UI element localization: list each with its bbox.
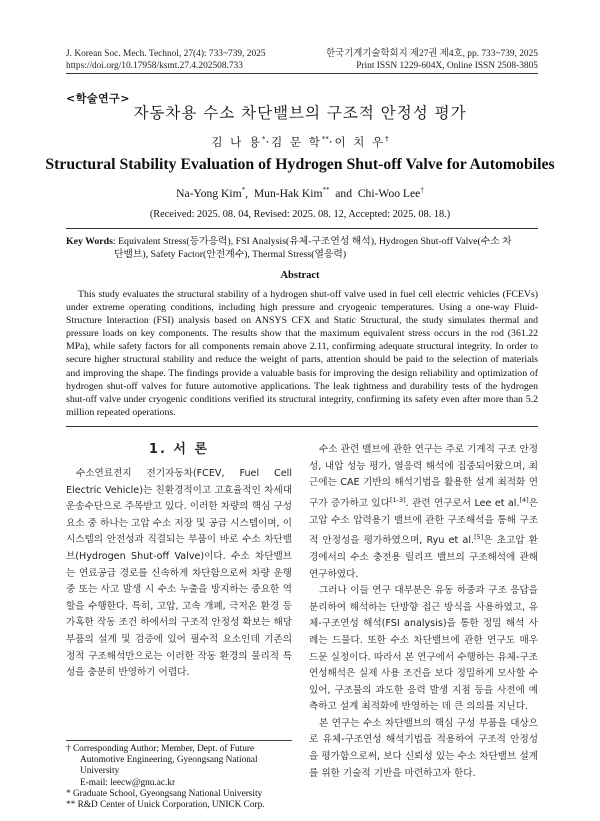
author-name: 김 문 학: [271, 135, 322, 149]
section-heading: 1. 서 론: [148, 442, 210, 457]
footnote-text: Automotive Engineering, Gyeongsang National: [80, 755, 258, 766]
issn-info: Print ISSN 1229-604X, Online ISSN 2508-3805: [356, 61, 538, 71]
keywords-block: [66, 235, 538, 261]
title-english: Structural Stability Evaluation of Hydrogen Shut-off Valve for Automobiles: [45, 156, 555, 173]
authors-english: Na-Yong Kim*, Mun-Hak Kim** and Chi-Woo Lee†: [176, 186, 424, 200]
keywords-line: 단밸브), Safety Factor(안전계수), Thermal Stress(열응력): [114, 249, 347, 260]
footnote-email[interactable]: E-mail: leecw@gnu.ac.kr: [80, 777, 176, 788]
author-mark: †: [420, 186, 424, 194]
body-paragraph: [309, 442, 538, 583]
body-text: 은 초고압 환경에서의 수소 충전용 릴리프 밸브의 구조해석에 관해 연구하였다.: [309, 535, 539, 580]
keywords-top-divider: [66, 228, 538, 229]
header-divider: [66, 73, 538, 74]
left-column: [66, 442, 292, 682]
author-name: Na-Yong Kim: [176, 186, 242, 200]
footnote-text: * Graduate School, Gyeongsang National University: [66, 788, 263, 799]
footnote-divider: [66, 740, 292, 741]
footnote-text: University: [80, 766, 120, 777]
author-conjunction: and: [335, 186, 353, 200]
author-name: Chi-Woo Lee: [357, 186, 421, 200]
citation: [4]: [519, 495, 529, 504]
citation: [5]: [474, 533, 484, 542]
keywords-line: : Equivalent Stress(등가응력), FSI Analysis(유체-구조연성 해석), Hydrogen Shut-off Valve(수소 차: [112, 236, 512, 247]
journal-citation-ko: 한국기계기술학회지 제27권 제4호, pp. 733~739, 2025: [326, 49, 538, 59]
author-name: Mun-Hak Kim: [253, 186, 323, 200]
author-mark: *: [241, 186, 246, 194]
citation: [1-3]: [389, 495, 406, 504]
abstract-text: This study evaluates the structural stability of a hydrogen shut-off valve used in fuel cell electric vehicles (FCEVs) under extreme operating conditions, including high pressure and cryogenic temperatures. Using a one-way Fluid-Structure Interaction (FSI) analysis based on ANSYS CFX and Static Structural, the study simulates thermal and pressure loads on key components. The results show that the maximum equivalent stress occurs in the rod (361.22 MPa), while safety factors for all components remain above 2.11, confirming adequate structural integrity. In order to secure higher structural stability and reduce the weight of parts, attention should be paid to the selection of materials and improving the shape. The findings provide a valuable basis for improving the design reliability and optimization of hydrogen shut-off valves for future automotive applications. The leak tightness and durability tests of the hydrogen shut-off valve under cryogenic conditions verified its structural integrity, confirming its safety even after more than 5.2 million repeated operations.: [66, 289, 538, 418]
footnote-text: Corresponding Author; Member, Dept. of Future: [70, 744, 255, 754]
journal-header: [66, 48, 538, 72]
abstract-heading: Abstract: [280, 270, 320, 281]
author-separator: ·: [265, 135, 272, 149]
footnote-mark: †: [66, 744, 71, 754]
body-text: . 관련 연구로서 Lee et al.: [405, 497, 520, 509]
author-mark: **: [321, 135, 329, 144]
keywords-label: Key Words: [66, 236, 113, 247]
body-paragraph: 그러나 이들 연구 대부분은 유동 하중과 구조 응답을 분리하여 해석하는 단방향 접근 방식을 사용하였고, 유체-구조연성 해석(FSI analysis)을 통한 정밀 해석 사례는 드물다. 또한 수소 차단밸브에 관한 연구도 매우 드문 실정이다. 따라서 본 연구에서 수행하는 유체-구조 연성해석은 실제 사용 조건을 보다 정밀하게 모사할 수 있어, 구조물의 과도한 응력 발생 지점 등을 사전에 예측하고 설계 최적화에 반영하는 데 큰 의의를 지닌다.: [309, 585, 538, 713]
author-name: 이 치 우: [334, 135, 386, 149]
authors-korean: [0, 134, 600, 150]
footnotes: [66, 744, 292, 811]
article-category: <학술연구>: [66, 92, 130, 105]
right-column: [309, 442, 538, 782]
received-dates: (Received: 2025. 08. 04, Revised: 2025. 08. 12, Accepted: 2025. 08. 18.): [149, 209, 451, 220]
body-text: 은 고압 수소 압력용기 밸브에 관한 구조해석을 통해 구조적 안정성을 평가하였으며, Ryu et al.: [309, 497, 538, 547]
author-mark: †: [385, 135, 389, 144]
footnote-text: ** R&D Center of Unick Corporation, UNICK Corp.: [66, 800, 265, 811]
body-text: 수소 관련 밸브에 관한 연구는 주로 기계적 구조 안정성, 내압 성능 평가, 열응력 해석에 집중되어왔으며, 최근에는 CAE 기반의 해석기법을 활용한 설계 최적화 연구가 증가하고 있다: [309, 444, 539, 509]
body-paragraph: 본 연구는 수소 차단밸브의 핵심 구성 부품을 대상으로 유체-구조연성 해석기법을 적용하여 구조적 안정성을 평가함으로써, 보다 신뢰성 있는 수소 차단밸브 설계를 위한 기술적 기반을 마련하고자 한다.: [309, 717, 538, 779]
abstract-bottom-divider: [66, 426, 538, 427]
author-separator: ·: [328, 135, 335, 149]
journal-citation: J. Korean Soc. Mech. Technol, 27(4): 733~739, 2025: [66, 49, 266, 59]
author-mark: **: [322, 186, 330, 194]
title-korean: 자동차용 수소 차단밸브의 구조적 안정성 평가: [133, 104, 467, 122]
body-paragraph: 수소연료전지 전기자동차(FCEV, Fuel Cell Electric Vehicle)는 친환경적이고 고효율적인 차세대 운송수단으로 주목받고 있다. 이러한 차량의 핵심 구성요소 중 하나는 고압 수소 저장 및 공급 시스템이며, 이 시스템의 안전성과 직결되는 부품이 바로 수소 차단밸브(Hydrogen Shut-off Valve)이다. 수소 차단밸브는 연료공급 경로를 신속하게 차단함으로써 차량 운행 중 또는 사고 발생 시 수소 누출을 방지하는 중요한 역할을 수행한다. 특히, 고압, 고속 개폐, 극저온 환경 등 가혹한 작동 조건 하에서의 구조적 안정성 확보는 해당 부품의 설계 및 검증에 있어 필수적 요소인데 기존의 정적 구조해석만으로는 이러한 작동 환경의 물리적 특성을 충분히 반영하기 어렵다.: [66, 468, 292, 679]
author-mark: *: [262, 135, 266, 144]
doi-link[interactable]: https://doi.org/10.17958/ksmt.27.4.202508.733: [66, 61, 243, 71]
author-name: 김 나 용: [211, 135, 263, 149]
